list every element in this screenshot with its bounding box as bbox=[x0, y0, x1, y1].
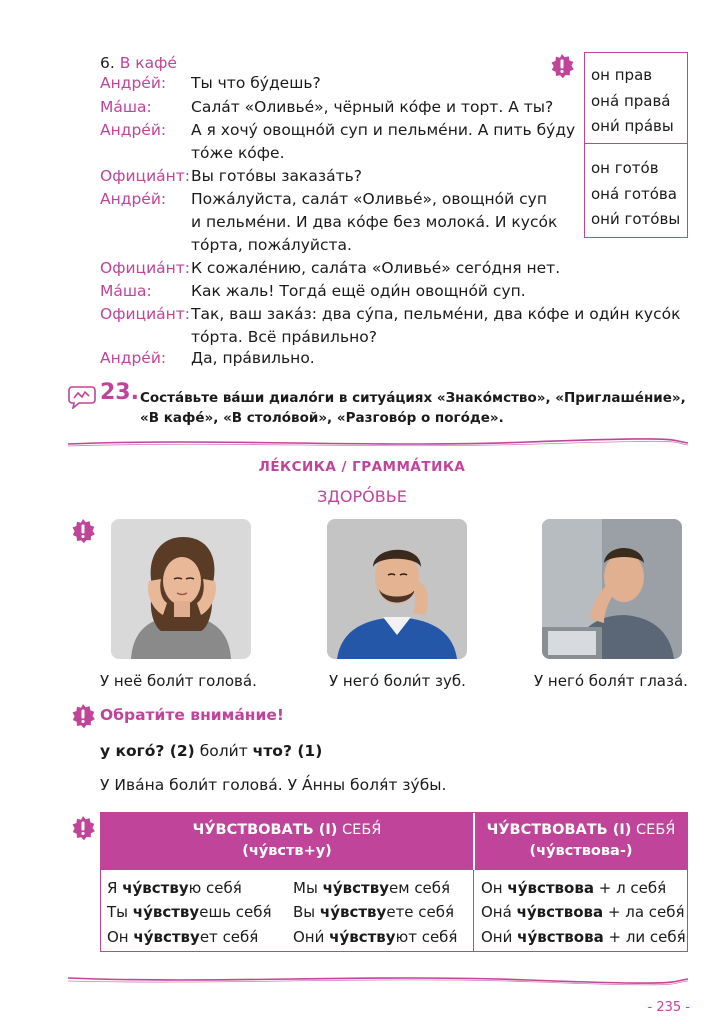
verb-stem: чу́вствова bbox=[517, 928, 604, 946]
pronoun: Он bbox=[107, 928, 134, 946]
conjugation-form bbox=[481, 925, 686, 949]
dialog-line bbox=[100, 188, 558, 254]
column-separator bbox=[473, 870, 474, 951]
dialog-line bbox=[100, 96, 553, 118]
exclamation-icon bbox=[70, 518, 96, 544]
section-heading: ЛЕ́КСИКА / ГРАММА́ТИКА bbox=[258, 459, 466, 475]
verb-ending: + л себя́ bbox=[593, 879, 667, 897]
dialog-text: Вы гото́вы заказа́ть? bbox=[191, 167, 362, 185]
dialog-text: Да, пра́вильно. bbox=[191, 349, 315, 367]
adjective-forms-box bbox=[584, 52, 688, 238]
dialog-line bbox=[100, 72, 321, 94]
conjugation-form bbox=[481, 876, 666, 900]
speaker-name: Официа́нт: bbox=[100, 305, 191, 323]
divider-line bbox=[68, 436, 688, 450]
speaker-name: Ма́ша: bbox=[100, 282, 152, 300]
dialog-text-continued: то́рта, пожа́луйста. bbox=[191, 236, 352, 254]
conjugation-form bbox=[107, 900, 272, 924]
verb-ending: ешь себя́ bbox=[199, 903, 272, 921]
dialog-line bbox=[100, 165, 362, 187]
speaker-name: Андре́й: bbox=[100, 349, 167, 367]
verb-stem: чу́вству bbox=[319, 903, 387, 921]
task-number: 23. bbox=[100, 380, 139, 405]
verb-ending: ю себя́ bbox=[188, 879, 242, 897]
verb-stem: чу́вству bbox=[133, 928, 200, 946]
form-line: он прав bbox=[591, 66, 653, 84]
dialog-line bbox=[100, 303, 681, 346]
verb-name: ЧУ́ВСТВОВАТЬ (I) bbox=[486, 822, 632, 838]
conjugation-table bbox=[100, 812, 688, 952]
dialog-text: Сала́т «Оливье́», чёрный ко́фе и торт. А ты? bbox=[191, 98, 554, 116]
verb-name: ЧУ́ВСТВОВАТЬ (I) bbox=[192, 822, 338, 838]
task-text: Соста́вьте ва́ши диало́ги в ситуа́циях «Знако́мство», «Приглаше́ние», «В кафе́», «В столо́вой», «Разгово́р о пого́де». bbox=[140, 390, 686, 426]
conjugation-form bbox=[107, 925, 258, 949]
rule-question-1: у кого́? (2) bbox=[100, 742, 195, 760]
dialog-text-continued: то́рта. Всё пра́вильно? bbox=[191, 328, 377, 346]
verb-object: СЕБЯ́ bbox=[337, 822, 382, 838]
photo-caption: У него́ боля́т глаза́. bbox=[534, 672, 688, 690]
verb-stem: чу́вству bbox=[132, 903, 200, 921]
dialog-text: К сожале́нию, сала́та «Оливье́» сего́дня нет. bbox=[191, 259, 561, 277]
dialog-number: 6. bbox=[100, 54, 115, 72]
table-header-present bbox=[101, 813, 473, 870]
verb-stem: (чу́вств+у) bbox=[242, 843, 332, 859]
verb-stem: чу́вствова bbox=[507, 879, 594, 897]
conjugation-form bbox=[293, 900, 454, 924]
form-line: она́ гото́ва bbox=[591, 185, 677, 203]
pronoun: Ты bbox=[107, 903, 133, 921]
exclamation-icon bbox=[70, 703, 96, 729]
speaker-name: Официа́нт: bbox=[100, 259, 191, 277]
verb-stem: чу́вствова bbox=[516, 903, 604, 921]
rule-question-2: что? (1) bbox=[252, 742, 323, 760]
conjugation-form bbox=[107, 876, 242, 900]
photo-eyes bbox=[542, 519, 682, 659]
pronoun: Они́ bbox=[481, 928, 518, 946]
speaker-name: Андре́й: bbox=[100, 190, 167, 208]
dialog-title-text: В кафе́ bbox=[119, 54, 177, 72]
dialog-text: А я хочу́ овощно́й суп и пельме́ни. А пить бу́ду bbox=[191, 121, 576, 139]
dialog-bubble-icon bbox=[68, 385, 96, 409]
box-divider bbox=[585, 143, 687, 144]
dialog-line bbox=[100, 280, 526, 302]
verb-ending: + ла себя́ bbox=[603, 903, 685, 921]
form-line: он гото́в bbox=[591, 159, 659, 177]
form-line: они́ пра́вы bbox=[591, 117, 674, 135]
pronoun: Они́ bbox=[293, 928, 330, 946]
dialog-text-continued: то́же ко́фе. bbox=[191, 144, 285, 162]
photo-toothache bbox=[327, 519, 467, 659]
verb-ending: + ли себя́ bbox=[603, 928, 686, 946]
pronoun: Вы bbox=[293, 903, 320, 921]
verb-stem: (чу́вствова-) bbox=[529, 843, 633, 859]
verb-ending: ем себя́ bbox=[389, 879, 451, 897]
topic-heading: ЗДОРО́ВЬЕ bbox=[317, 487, 407, 506]
exclamation-icon bbox=[70, 815, 96, 841]
verb-stem: чу́вству bbox=[329, 928, 396, 946]
dialog-text: Пожа́луйста, сала́т «Оливье́», овощно́й суп bbox=[191, 190, 547, 208]
verb-stem: чу́вству bbox=[122, 879, 189, 897]
form-line: она́ права́ bbox=[591, 92, 671, 110]
conjugation-form bbox=[293, 876, 450, 900]
dialog-text-continued: и пельме́ни. И два ко́фе без молока́. И кусо́к bbox=[191, 213, 558, 231]
form-line: они́ гото́вы bbox=[591, 210, 681, 228]
dialog-text: Как жаль! Тогда́ ещё оди́н овощно́й суп. bbox=[191, 282, 526, 300]
verb-ending: ете себя́ bbox=[386, 903, 455, 921]
speaker-name: Андре́й: bbox=[100, 74, 167, 92]
conjugation-form bbox=[293, 925, 457, 949]
photo-caption: У него́ боли́т зуб. bbox=[329, 672, 466, 690]
footer-line bbox=[68, 972, 688, 986]
table-header-past bbox=[475, 813, 687, 870]
dialog-text: Так, ваш зака́з: два су́па, пельме́ни, два ко́фе и оди́н кусо́к bbox=[191, 305, 681, 323]
note-title: Обрати́те внима́ние! bbox=[100, 706, 284, 724]
photo-caption: У неё боли́т голова́. bbox=[100, 672, 257, 690]
rule-verb: боли́т bbox=[194, 742, 253, 760]
pronoun: Он bbox=[481, 879, 508, 897]
dialog-text: Ты что бу́дешь? bbox=[191, 74, 321, 92]
pronoun: Я bbox=[107, 879, 123, 897]
dialog-title bbox=[100, 52, 177, 74]
speaker-name: Андре́й: bbox=[100, 121, 167, 139]
conjugation-form bbox=[481, 900, 685, 924]
dialog-line bbox=[100, 257, 560, 279]
verb-ending: ют себя́ bbox=[395, 928, 458, 946]
grammar-rule bbox=[100, 742, 322, 760]
exclamation-icon bbox=[549, 53, 575, 79]
photo-headache bbox=[111, 519, 251, 659]
pronoun: Она́ bbox=[481, 903, 517, 921]
grammar-example: У Ива́на боли́т голова́. У А́нны боля́т зу́бы. bbox=[100, 776, 447, 794]
pronoun: Мы bbox=[293, 879, 323, 897]
verb-stem: чу́вству bbox=[322, 879, 389, 897]
header-separator bbox=[473, 813, 475, 870]
dialog-line bbox=[100, 347, 315, 369]
page-number: - 235 - bbox=[647, 1000, 690, 1015]
verb-ending: ет себя́ bbox=[199, 928, 259, 946]
verb-object: СЕБЯ́ bbox=[631, 822, 676, 838]
speaker-name: Официа́нт: bbox=[100, 167, 191, 185]
speaker-name: Ма́ша: bbox=[100, 98, 152, 116]
dialog-line bbox=[100, 119, 576, 162]
